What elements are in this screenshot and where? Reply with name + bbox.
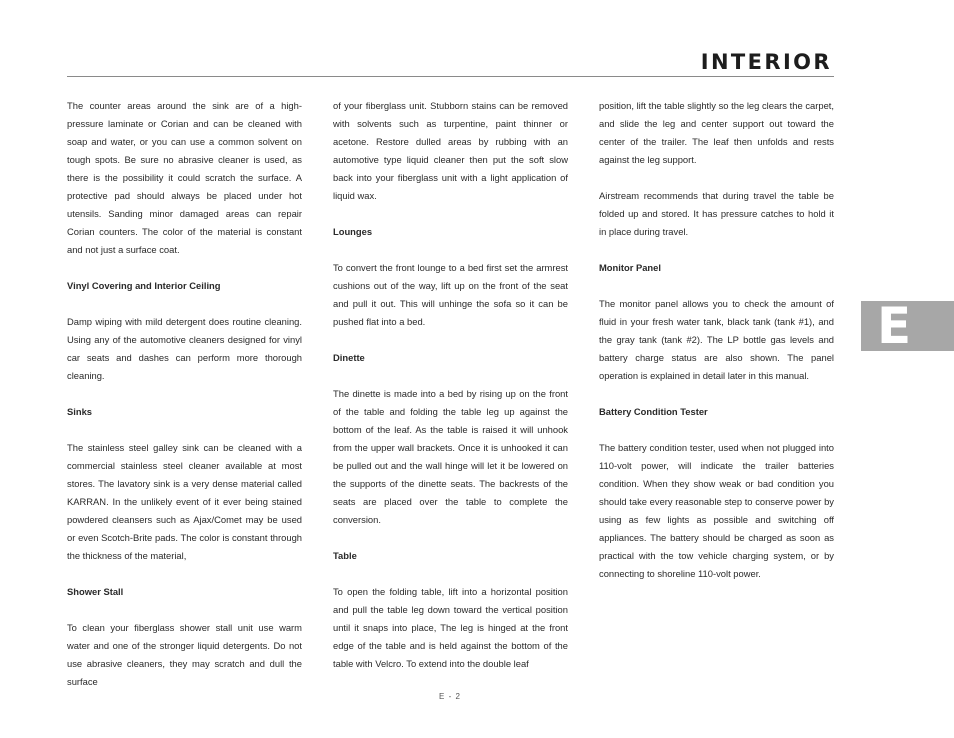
page-title: INTERIOR xyxy=(700,50,832,74)
text-column-left xyxy=(67,97,302,709)
heading-monitor-panel: Monitor Panel xyxy=(599,262,661,273)
page-number: E - 2 xyxy=(439,692,461,701)
paragraph-shower-stall: To clean your fiberglass shower stall unit use warm water and one of the stronger liquid detergents. Do not use abrasive cleaners, they may scratch and dull the surface xyxy=(67,622,302,687)
paragraph-shower-stall-continued: of your fiberglass unit. Stubborn stains can be removed with solvents such as turpentine, paint thinner or acetone. Restore dulled areas by rubbing with an automotive type liquid cleaner then put the soft slow back into your fiberglass unit with a light application of liquid wax. xyxy=(333,100,568,201)
heading-lounges: Lounges xyxy=(333,226,373,237)
heading-sinks: Sinks xyxy=(67,406,93,417)
paragraph-lounges: To convert the front lounge to a bed first set the armrest cushions out of the way, lift up on the front of the seat and pull it out. This will unhinge the sofa so it can be pushed flat into a bed. xyxy=(333,262,568,327)
paragraph-monitor-panel: The monitor panel allows you to check the amount of fluid in your fresh water tank, black tank (tank #1), and the gray tank (tank #2). The LP bottle gas levels and battery charge status are also shown. The panel operation is explained in detail later in this manual. xyxy=(599,298,834,381)
heading-battery-condition-tester: Battery Condition Tester xyxy=(599,406,708,417)
heading-vinyl-covering: Vinyl Covering and Interior Ceiling xyxy=(67,280,221,291)
paragraph-battery-condition-tester: The battery condition tester, used when not plugged into 110-volt power, will indicate the trailer batteries condition. When they show weak or bad condition you should take every reasonable step to conserve power by using as few lights as possible and switching off appliances. The battery should be charged as soon as practical with the tow vehicle charging system, or by connecting to shoreline 110-volt power. xyxy=(599,442,834,579)
section-tab-letter: E xyxy=(877,297,912,355)
paragraph-counter-areas: The counter areas around the sink are of a high-pressure laminate or Corian and can be cleaned with soap and water, or you can use a common solvent on tough spots. Be sure no abrasive cleaner is used, as there is the possibility it could scratch the surface. A protective pad should always be placed under hot utensils. Sanding minor damaged areas can repair Corian counters. The color of the material is constant and not just a surface coat. xyxy=(67,100,302,255)
title-divider xyxy=(67,76,834,77)
paragraph-table: To open the folding table, lift into a horizontal position and pull the table leg down toward the vertical position until it snaps into place, The leg is hinged at the front edge of the table and is held against the bottom of the table with Velcro. To extend into the double leaf xyxy=(333,586,568,669)
heading-shower-stall: Shower Stall xyxy=(67,586,124,597)
paragraph-vinyl-covering: Damp wiping with mild detergent does routine cleaning. Using any of the automotive cleaners designed for vinyl car seats and dashes can perform more thorough cleaning. xyxy=(67,316,302,381)
paragraph-table-travel: Airstream recommends that during travel the table be folded up and stored. It has pressure catches to hold it in place during travel. xyxy=(599,190,834,237)
text-column-right xyxy=(599,97,834,601)
paragraph-sinks: The stainless steel galley sink can be cleaned with a commercial stainless steel cleaner available at most stores. The lavatory sink is a very dense material called KARRAN. In the unlikely event of it ever being stained powdered cleansers such as Ajax/Comet may be used or even Scotch-Brite pads. The color is constant through the thickness of the material, xyxy=(67,442,302,561)
heading-dinette: Dinette xyxy=(333,352,365,363)
text-column-middle xyxy=(333,97,568,691)
section-tab xyxy=(861,297,954,355)
paragraph-dinette: The dinette is made into a bed by rising up on the front of the table and folding the table leg up against the bottom of the leaf. As the table is raised it will unhook from the upper wall brackets. Once it is unhooked it can be pulled out and the wall hinge will let it be lowered on the supports of the dinette seats. The backrests of the seats are placed over the table to complete the conversion. xyxy=(333,388,568,525)
paragraph-table-continued: position, lift the table slightly so the leg clears the carpet, and slide the leg and center support out toward the center of the trailer. The leaf then unfolds and rests against the leg support. xyxy=(599,100,834,165)
heading-table: Table xyxy=(333,550,357,561)
